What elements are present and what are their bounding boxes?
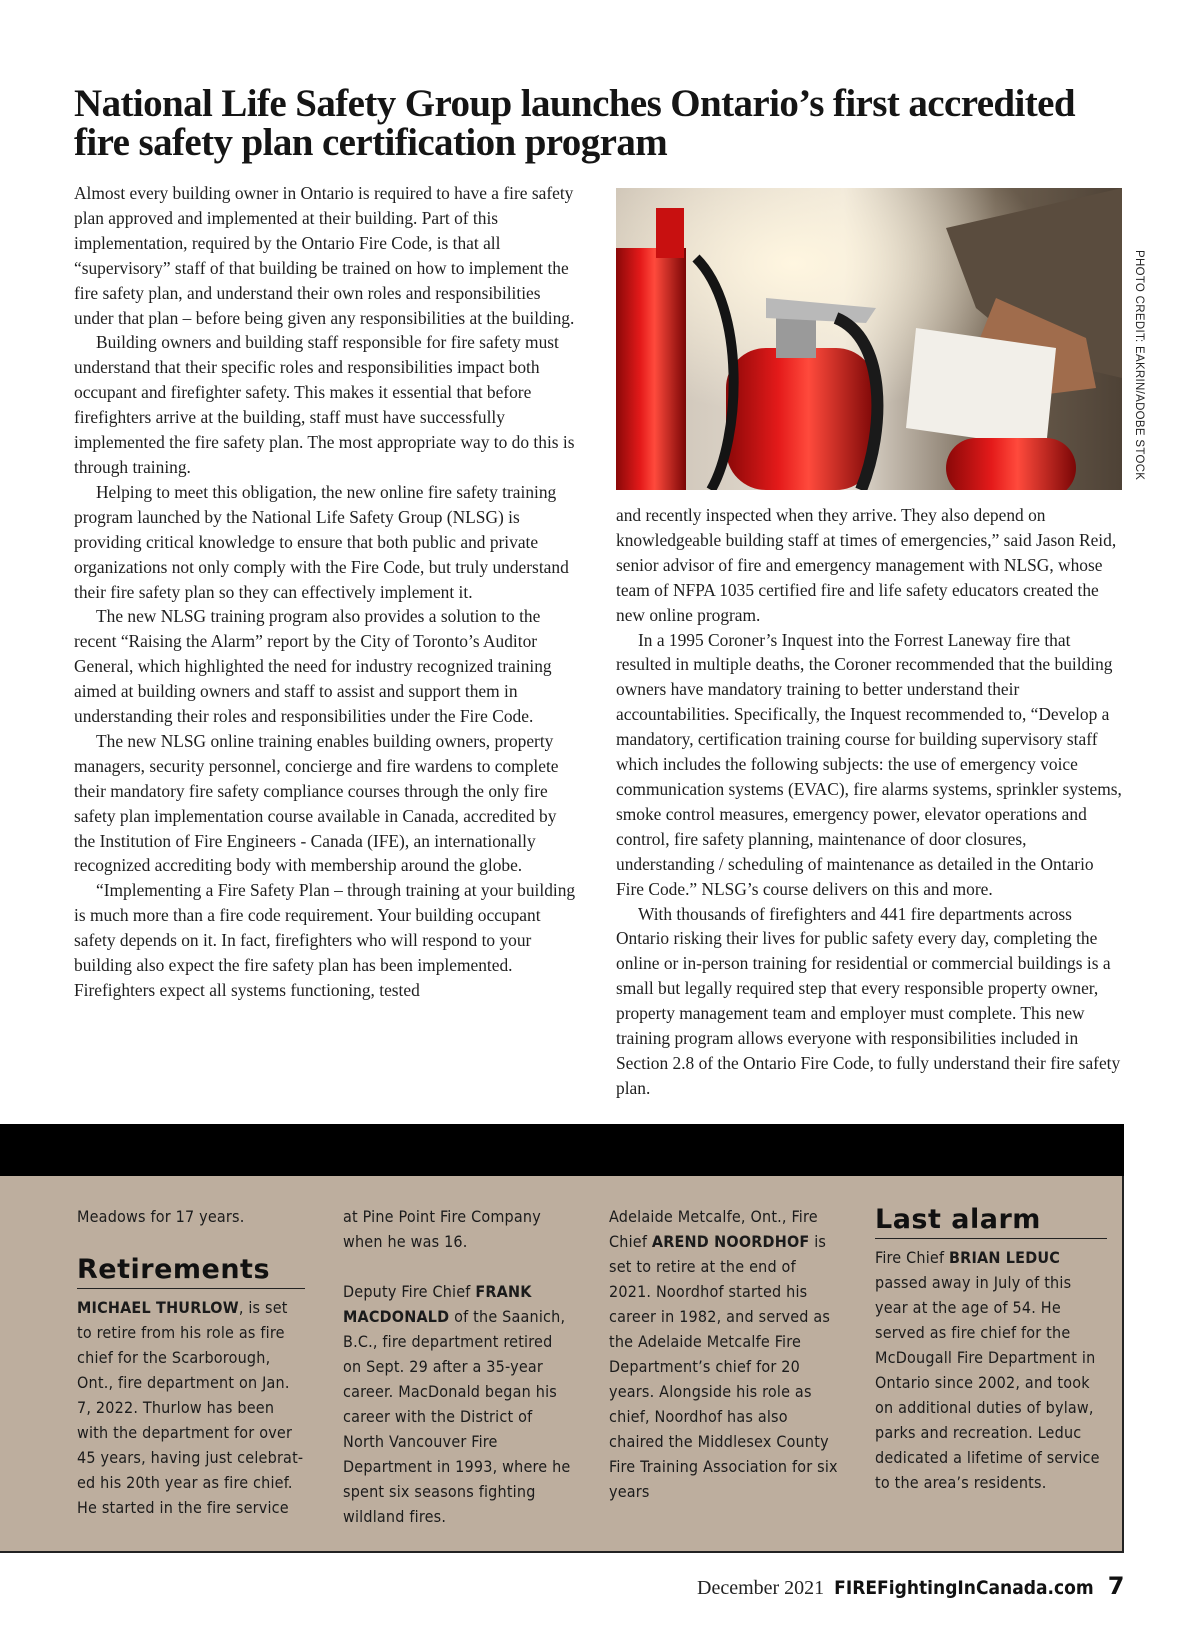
sidebar-text: Meadows for 17 years.	[77, 1207, 245, 1226]
section-divider-bar	[0, 1124, 1124, 1176]
article-paragraph: Building owners and building staff responsible for fire safety must understand that their specific roles and responsibilities impact both occupant and firefighter safety. This makes it essential that before firefighters arrive at the building, staff must have successfully implemented the fire safety plan. The most appropriate way to do this is through training.	[74, 332, 575, 477]
retirements-heading: Retirements	[77, 1254, 305, 1289]
sidebar-column-1	[77, 1204, 305, 1520]
article-paragraph: Helping to meet this obligation, the new online fire safety training program launched by the National Life Safety Group (NLSG) is providing critical knowledge to ensure that both public and private organizations not only comply with the Fire Code, but truly understand their fire safety plan so they can effectively implement it.	[74, 481, 569, 602]
sidebar-text: at Pine Point Fire Company when he was 16.	[343, 1207, 541, 1251]
article-paragraph: In a 1995 Coroner’s Inquest into the Forrest Laneway fire that resulted in multiple deaths, the Coroner recommended that the building owners have mandatory training to better understand their accountabilities. Specifically, the Inquest recommended to, “Develop a mandatory, certification training course for building supervisory staff which includes the following subjects: the use of emergency voice communication systems (EVAC), fire alarms systems, sprinkler systems, smoke control measures, emergency power, elevator operations and control, fire safety planning, maintenance of door closures, understanding / scheduling of maintenance as detailed in the Ontario Fire Code.” NLSG’s course delivers on this and more.	[616, 629, 1122, 899]
sidebar-entry-leduc	[875, 1245, 1107, 1495]
person-name: FRANK MACDONALD	[343, 1282, 532, 1326]
sidebar-text: Deputy Fire Chief	[343, 1282, 476, 1301]
sidebar-column-3	[609, 1204, 839, 1504]
sidebar-entry-noordhof	[609, 1204, 839, 1504]
sidebar-column-4	[875, 1204, 1107, 1495]
article-paragraph: The new NLSG online training enables building owners, property managers, security personnel, concierge and fire wardens to complete their mandatory fire safety compliance courses through the only fire safety plan implementation course available in Canada, accredited by the Institution of Fire Engineers - Canada (IFE), an internationally recognized accrediting body with membership around the globe.	[74, 730, 559, 876]
sidebar-text: Fire Chief	[875, 1248, 949, 1267]
article-paragraph: With thousands of firefighters and 441 fire departments across Ontario risking their lives for public safety every day, completing the online or in-person training for residential or commercial buildings is a small but legally required step that every responsible property owner, property management team and employer must complete. This new training program allows everyone with responsibilities included in Section 2.8 of the Ontario Fire Code, to fully understand their fire safety plan.	[616, 903, 1121, 1098]
sidebar-column-2	[343, 1204, 573, 1529]
article-headline: National Life Safety Group launches Ontario’s first accredited fire safety plan certification program	[74, 82, 1075, 164]
sidebar-text: is set to retire at the end of 2021. Noordhof started his career in 1982, and served as the Adelaide Metcalfe Fire Department’s chief for 20 years. Alongside his role as chief, Noordhof has also chaired the Middlesex County Fire Training Association for six years	[609, 1232, 838, 1501]
article-paragraph: The new NLSG training program also provides a solution to the recent “Raising the Alarm” report by the City of Toronto’s Auditor General, which highlighted the need for industry recognized training aimed at building owners and staff to assist and support them in understanding their roles and responsibilities under the Fire Code.	[74, 606, 552, 727]
article-paragraph: “Implementing a Fire Safety Plan – through training at your building is much more than a fire code requirement. Your building occupant safety depends on it. In fact, firefighters who will respond to your building also expect the fire safety plan has been implemented. Firefighters expect all systems functioning, tested	[74, 880, 576, 1000]
article-paragraph: and recently inspected when they arrive. They also depend on knowledgeable building staff at times of emergencies,” said Jason Reid, senior advisor of fire and emergency management with NLSG, whose team of NFPA 1035 certified fire and life safety educators created the new online program.	[616, 505, 1117, 625]
sidebar-entry-thurlow	[77, 1295, 305, 1520]
person-name: BRIAN LEDUC	[948, 1248, 1060, 1267]
photo-credit: PHOTO CREDIT: EAKRIN/ADOBE STOCK	[1133, 250, 1145, 481]
sidebar-text: of the Saanich, B.C., fire department retired on Sept. 29 after a 35-year career. MacDonald began his career with the District of North Vancouver Fire Department in 1993, where he spent six seasons fighting wildland fires.	[343, 1307, 571, 1526]
last-alarm-heading: Last alarm	[875, 1204, 1107, 1239]
sidebar-entry-macdonald	[343, 1279, 573, 1529]
article-right-column	[616, 503, 1122, 1101]
article-paragraph: Almost every building owner in Ontario is required to have a fire safety plan approved and implemented at their building. Part of this implementation, required by the Ontario Fire Code, is that all “supervisory” staff of that building be trained on how to implement the fire safety plan, and understand their own roles and responsibilities under that plan – before being given any responsibilities at the building.	[74, 183, 575, 328]
person-name: MICHAEL THURLOW	[77, 1298, 239, 1317]
person-name: AREND NOORDHOF	[651, 1232, 810, 1251]
page-number: 7	[1107, 1572, 1125, 1600]
sidebar-text: , is set to retire from his role as fire chief for the Scarborough, Ont., fire department on Jan. 7, 2022. Thurlow has been with the department for over 45 years, having just celebrat-ed his 20th year as fire chief. He started in the fire service	[77, 1298, 304, 1517]
site-name: FIREFightingInCanada.com	[834, 1577, 1094, 1599]
issue-date: December 2021	[697, 1577, 825, 1599]
article-left-column	[74, 181, 578, 1003]
sidebar-text: Adelaide Metcalfe, Ont., Fire Chief	[609, 1207, 818, 1251]
fire-extinguisher-photo	[616, 188, 1122, 490]
page-footer	[697, 1572, 1124, 1600]
sidebar-text: passed away in July of this year at the age of 54. He served as fire chief for the McDougall Fire Department in Ontario since 2002, and took on additional duties of bylaw, parks and recreation. Leduc dedicated a lifetime of service to the area’s residents.	[875, 1273, 1100, 1492]
